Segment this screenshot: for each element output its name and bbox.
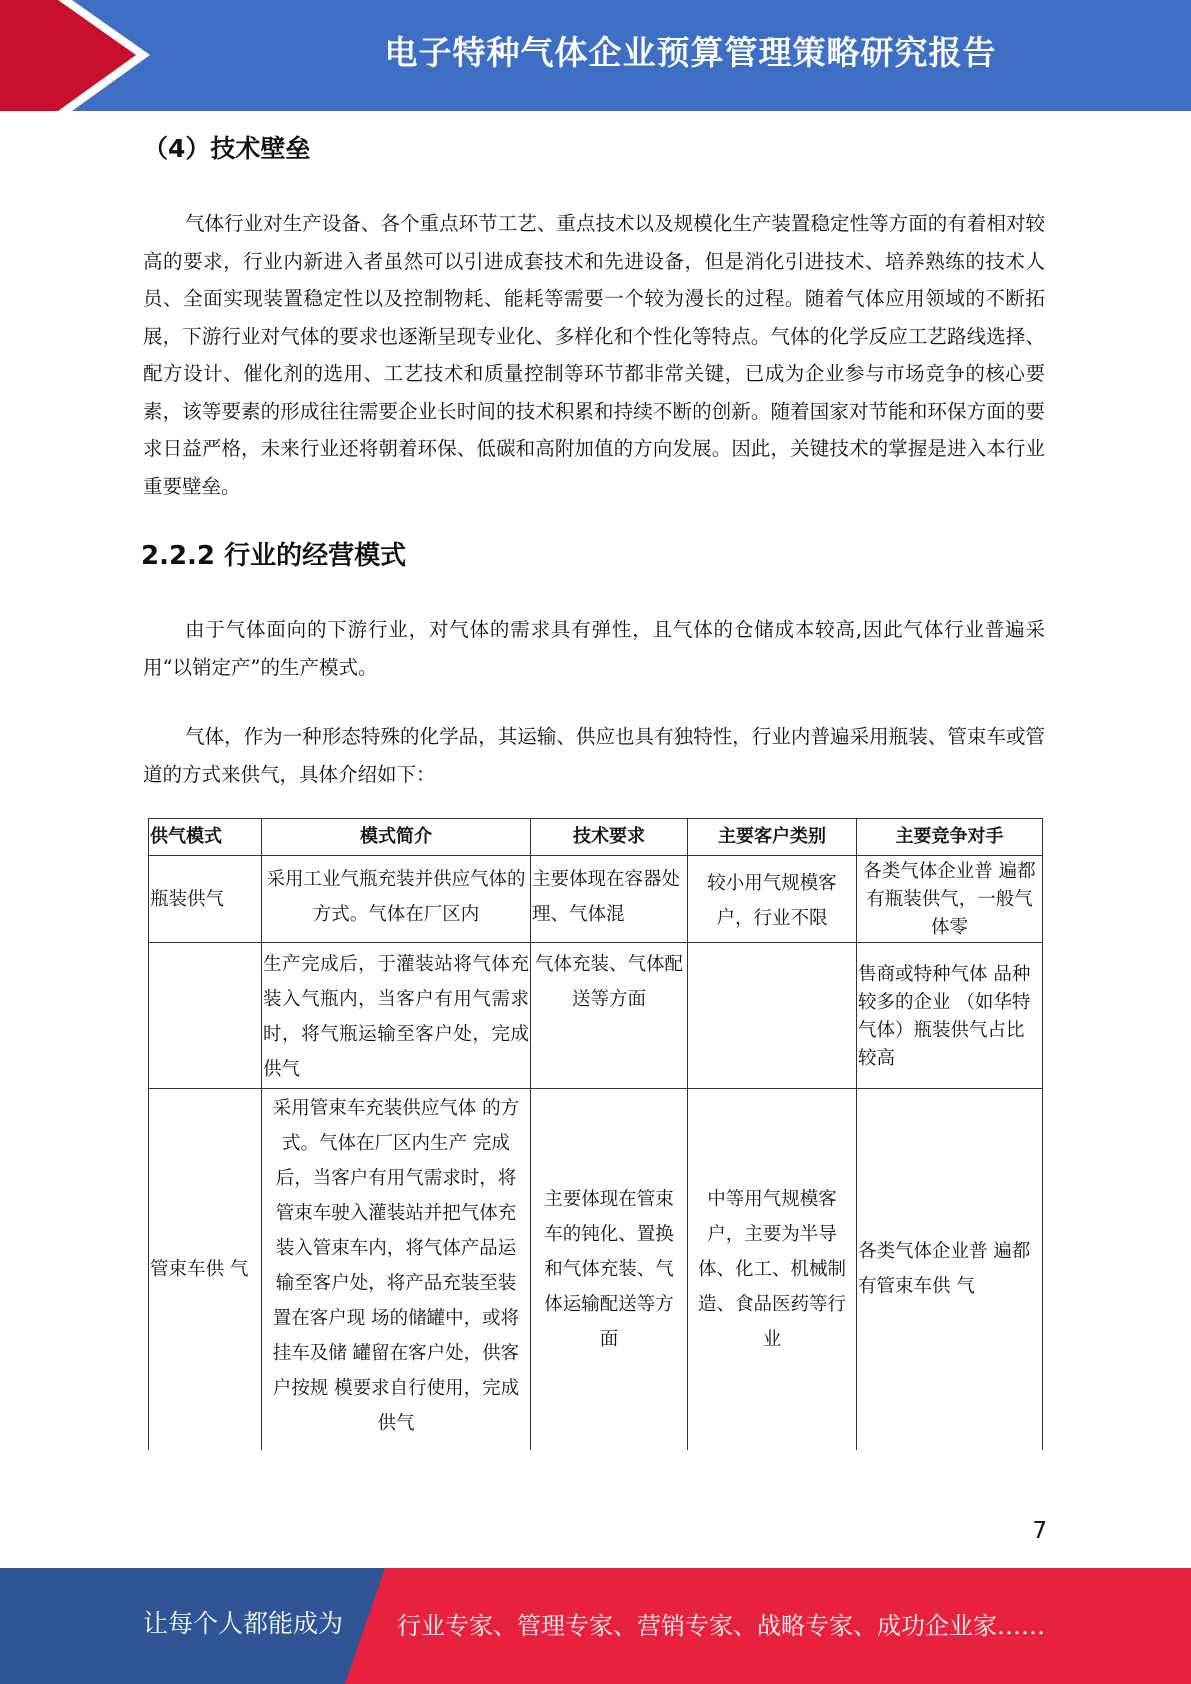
footer-slogan-left: 让每个人都能成为 [143,1609,344,1638]
business-model-paragraph-1: 由于气体面向的下游行业，对气体的需求具有弹性，且气体的仓储成本较高,因此气体行业普遍采用“以销定产”的生产模式。 [143,618,1045,679]
footer-slogan-right: 行业专家、管理专家、营销专家、战略专家、成功企业家…… [397,1612,1045,1640]
cell-mode: 瓶装供气 [149,856,262,943]
col-header-tech: 技术要求 [531,819,688,856]
report-title: 电子特种气体企业预算管理策略研究报告 [384,33,997,72]
cell-intro: 生产完成后，于灌装站将气体充装入气瓶内，当客户有用气需求时，将气瓶运输至客户处，完成供气 [262,943,531,1089]
tech-barrier-paragraph: 气体行业对生产设备、各个重点环节工艺、重点技术以及规模化生产装置稳定性等方面的有着相对较高的要求，行业内新进入者虽然可以引进成套技术和先进设备，但是消化引进技术、培养熟练的技术人员、全面实现装置稳定性以及控制物耗、能耗等需要一个较为漫长的过程。随着气体应用领域的不断拓展，下游行业对气体的要求也逐渐呈现专业化、多样化和个性化等特点。气体的化学反应工艺路线选择、配方设计、催化剂的选用、工艺技术和质量控制等环节都非常关键，已成为企业参与市场竞争的核心要素，该等要素的形成往往需要企业长时间的技术积累和持续不断的创新。随着国家对节能和环保方面的要求日益严格，未来行业还将朝着环保、低碳和高附加值的方向发展。因此，关键技术的掌握是进入本行业重要壁垒。 [143,212,1045,498]
table-row [149,1089,1043,1450]
table-header-row [149,819,1043,856]
col-header-mode: 供气模式 [149,819,262,856]
table-row [149,856,1043,943]
page-header [0,0,1191,111]
cell-mode [149,943,262,1089]
page-number: 7 [1032,1518,1047,1544]
col-header-customers: 主要客户类别 [688,819,857,856]
cell-tech: 主要体现在容器处理、气体混 [531,856,688,943]
cell-customers: 中等用气规模客户，主要为半导体、化工、机械制造、食品医药等行业 [688,1089,857,1450]
business-model-paragraph-2: 气体，作为一种形态特殊的化学品，其运输、供应也具有独特性，行业内普遍采用瓶装、管束车或管道的方式来供气，具体介绍如下： [143,725,1045,786]
col-header-intro: 模式简介 [262,819,531,856]
cell-mode: 管束车供 气 [149,1089,262,1450]
gas-supply-table [148,818,1043,1450]
col-header-competitors: 主要竞争对手 [857,819,1043,856]
cell-intro: 采用工业气瓶充装并供应气体的方式。气体在厂区内 [262,856,531,943]
cell-intro: 采用管束车充装供应气体 的方式。气体在厂区内生产 完成后，当客户有用气需求时，将管束车驶入灌装站并把气体充装入管束车内，将气体产品运输至客户处，将产品充装至装置在客户现 场的储罐中，或将挂车及储 罐留在客户处，供客户按规 模要求自行使用，完成供气 [262,1089,531,1450]
cell-competitors: 各类气体企业普 遍都有瓶装供气，一般气体零 [857,856,1043,943]
cell-customers: 较小用气规模客户，行业不限 [688,856,857,943]
cell-competitors: 各类气体企业普 遍都有管束车供 气 [857,1089,1043,1450]
cell-tech: 气体充装、气体配送等方面 [531,943,688,1089]
tech-barrier-heading: （4）技术壁垒 [143,134,311,163]
table-row [149,943,1043,1089]
cell-customers [688,943,857,1089]
cell-tech: 主要体现在管束车的钝化、置换和气体充装、气体运输配送等方面 [531,1089,688,1450]
page-footer [0,1568,1191,1684]
cell-competitors: 售商或特种气体 品种较多的企业 （如华特气体）瓶装供气占比较高 [857,943,1043,1089]
business-model-heading: 2.2.2 行业的经营模式 [141,541,407,571]
